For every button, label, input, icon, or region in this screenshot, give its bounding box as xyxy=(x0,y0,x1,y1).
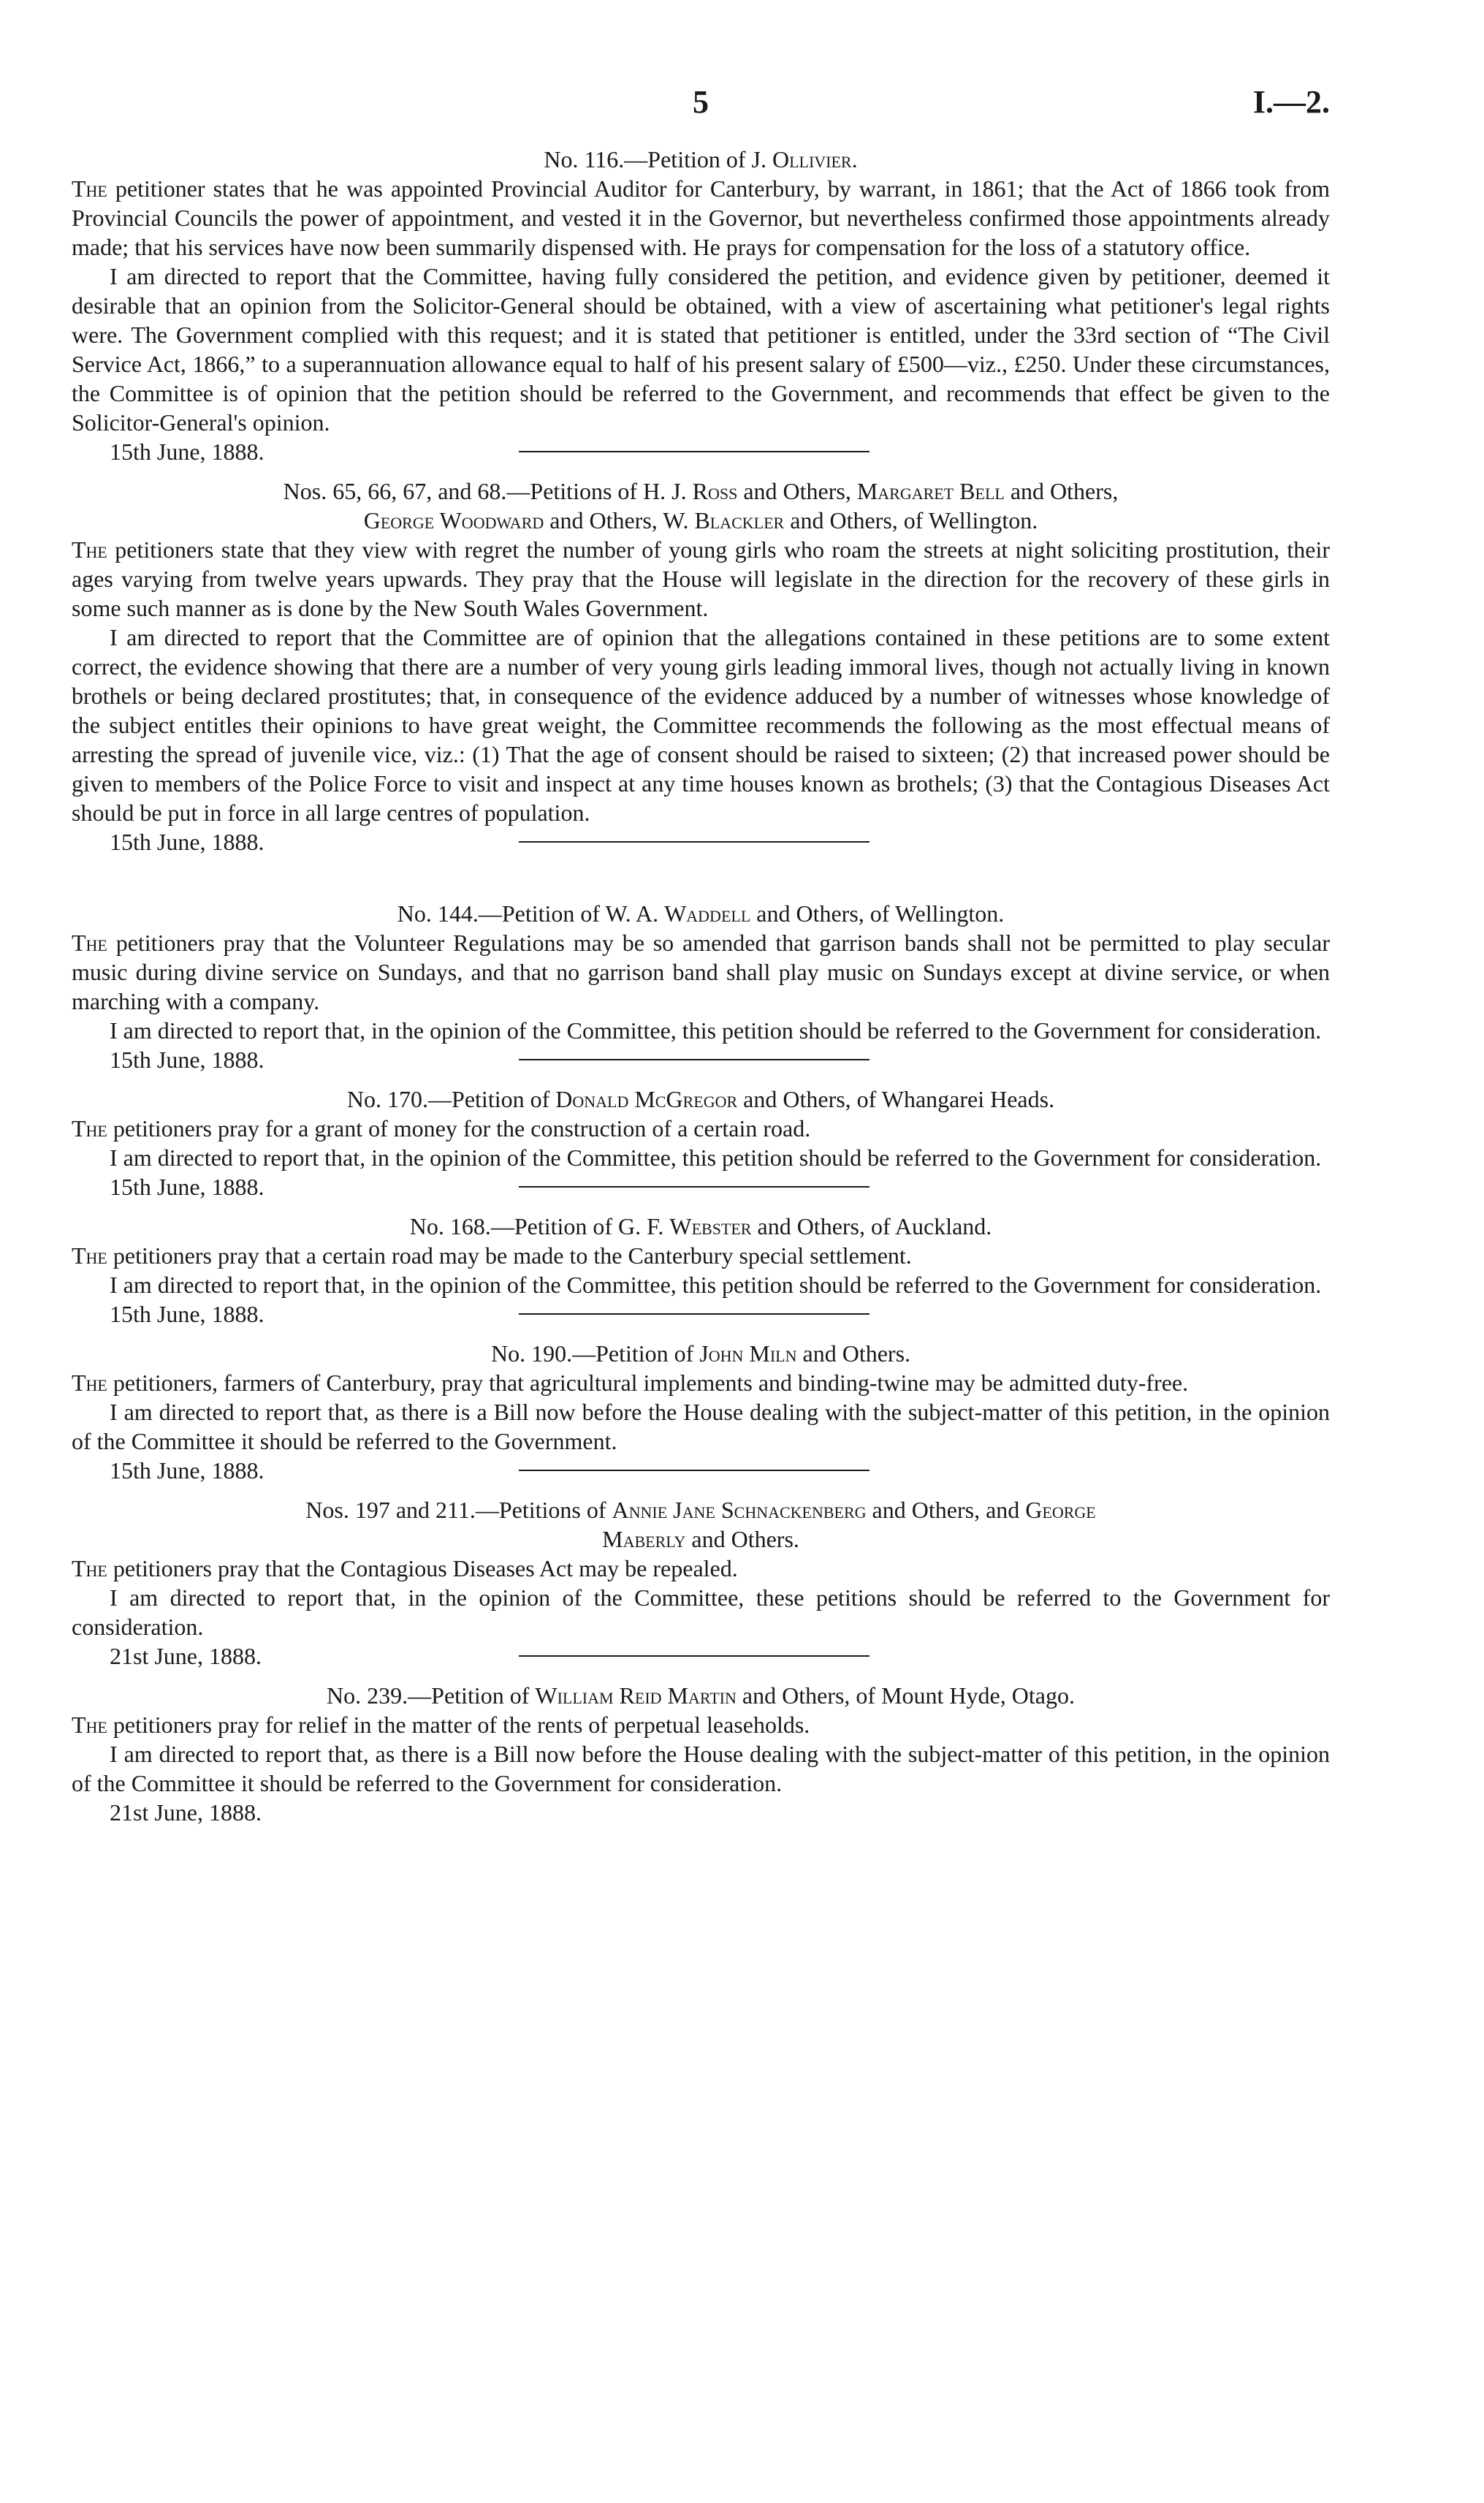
lead-word: The xyxy=(72,536,107,563)
petitioner-name: Webster xyxy=(669,1213,752,1239)
report-date: 15th June, 1888. xyxy=(110,1301,265,1327)
lead-word: The xyxy=(72,1712,107,1738)
section-heading xyxy=(115,899,1286,928)
petition-summary xyxy=(72,928,1330,1016)
report-date-line xyxy=(72,1045,1330,1074)
committee-report: I am directed to report that the Committee are of opinion that the allegations contained in these petitions are to some extent correct, the evidence showing that there are a number of very young girls leading immoral lives, though not actually living in known brothels or being declared prostitutes; that, in consequence of the evidence adduced by a number of witnesses whose knowledge of the subject entitles their opinions to have great weight, the Committee recommends the following as the most effectual means of arresting the spread of juvenile vice, viz.: (1) That the age of consent should be raised to sixteen; (2) that increased power should be given to members of the Police Force to visit and inspect at any time houses known as brothels; (3) that the Contagious Diseases Act should be put in force in all large centres of population. xyxy=(72,624,1330,826)
divider-rule xyxy=(519,1313,870,1315)
heading-text: No. 170.—Petition of xyxy=(346,1086,556,1112)
petitioner-name: William Reid Martin xyxy=(535,1682,737,1709)
divider-rule xyxy=(519,1655,870,1657)
petition-65-68 xyxy=(72,476,1330,857)
heading-text: and Others, of Auckland. xyxy=(751,1213,992,1239)
petition-170 xyxy=(72,1085,1330,1201)
committee-report: I am directed to report that, in the opinion of the Committee, this petition should be referred to the Government for consideration. xyxy=(110,1017,1322,1044)
petitioner-name: Blackler xyxy=(694,507,785,533)
report-date-line xyxy=(72,827,1330,857)
committee-report: I am directed to report that, as there is a Bill now before the House dealing with the subject-matter of this petition, in the opinion of the Committee it should be referred to the Government for consideration. xyxy=(72,1741,1330,1796)
heading-text: and Others, of Wellington. xyxy=(784,507,1038,533)
committee-report: I am directed to report that, in the opinion of the Committee, this petition should be referred to the Government for consideration. xyxy=(110,1144,1322,1171)
lead-word: The xyxy=(72,1370,107,1396)
heading-text: Nos. 197 and 211.—Petitions of xyxy=(305,1497,612,1523)
petitioner-name: Ollivier xyxy=(772,146,852,172)
heading-text: and Others. xyxy=(796,1340,911,1367)
section-heading xyxy=(115,1085,1286,1114)
committee-report: I am directed to report that, in the opinion of the Committee, this petition should be referred to the Government for consideration. xyxy=(110,1272,1322,1298)
report-date: 15th June, 1888. xyxy=(110,829,265,855)
petition-summary xyxy=(72,1368,1330,1397)
heading-text: . xyxy=(851,146,858,172)
document-page xyxy=(72,84,1330,1837)
petitioner-name: George Woodward xyxy=(363,507,544,533)
petition-summary xyxy=(72,1114,1330,1143)
page-number: 5 xyxy=(693,84,709,120)
committee-report: I am directed to report that the Committee, having fully considered the petition, and evidence given by petitioner, deemed it desirable that an opinion from the Solicitor-General should be obtained, with a view of ascertaining what petitioner's legal rights were. The Government complied with this request; and it is stated that petitioner is entitled, under the 33rd section of “The Civil Service Act, 1866,” to a superannuation allowance equal to half of his present salary of £500—viz., £250. Under these circumstances, the Committee is of opinion that the petition should be referred to the Government, and recommends that effect be given to the Solicitor-General's opinion. xyxy=(72,263,1330,436)
petition-197-211 xyxy=(72,1495,1330,1671)
divider-rule xyxy=(519,1186,870,1188)
lead-word: The xyxy=(72,1555,107,1581)
section-heading xyxy=(115,1681,1286,1710)
report-date: 15th June, 1888. xyxy=(110,1457,265,1484)
heading-text: No. 168.—Petition of G. F. xyxy=(409,1213,670,1239)
petition-summary xyxy=(72,1710,1330,1739)
petitioner-name: Waddell xyxy=(664,900,751,927)
heading-text: No. 190.—Petition of xyxy=(490,1340,700,1367)
petitioner-name: George xyxy=(1025,1497,1096,1523)
paragraph-text: petitioners pray that the Volunteer Regulations may be so amended that garrison bands shall not be permitted to play secular music during divine service on Sundays, and that no garrison band shall play music on Sundays except at divine service, or when marching with a company. xyxy=(72,930,1330,1014)
divider-rule xyxy=(519,451,870,452)
paragraph-text: petitioners pray for relief in the matter of the rents of perpetual leaseholds. xyxy=(107,1712,810,1738)
heading-text: and Others, of Mount Hyde, Otago. xyxy=(736,1682,1075,1709)
heading-text: and Others, W. xyxy=(544,507,695,533)
report-date-line xyxy=(72,1641,1330,1671)
petitioner-name: Annie Jane Schnackenberg xyxy=(612,1497,867,1523)
petitioner-name: Ross xyxy=(692,478,738,504)
report-date: 15th June, 1888. xyxy=(110,1047,265,1073)
heading-text: No. 239.—Petition of xyxy=(327,1682,536,1709)
petition-144 xyxy=(72,899,1330,1074)
paragraph-text: petitioners state that they view with regret the number of young girls who roam the streets at night soliciting prostitution, their ages varying from twelve years upwards. They pray that the House will legislate in the direction for the recovery of these girls in some such manner as is done by the New South Wales Government. xyxy=(72,536,1330,621)
petitioner-name: Margaret Bell xyxy=(856,478,1005,504)
report-date-line xyxy=(72,437,1330,466)
lead-word: The xyxy=(72,1115,107,1142)
report-date: 15th June, 1888. xyxy=(110,1174,265,1200)
heading-text: and Others, xyxy=(1004,478,1119,504)
petition-168 xyxy=(72,1212,1330,1329)
heading-text: and Others, of Whangarei Heads. xyxy=(737,1086,1055,1112)
petition-summary xyxy=(72,1241,1330,1270)
report-date-line xyxy=(72,1299,1330,1329)
petition-summary xyxy=(72,1554,1330,1583)
heading-text: and Others, of Wellington. xyxy=(750,900,1005,927)
paragraph-text: petitioners pray that a certain road may be made to the Canterbury special settlement. xyxy=(107,1242,912,1269)
paragraph-text: petitioners, farmers of Canterbury, pray that agricultural implements and binding-twine may be admitted duty-free. xyxy=(107,1370,1189,1396)
lead-word: The xyxy=(72,930,107,956)
section-heading xyxy=(115,145,1286,174)
petitioner-name: John Miln xyxy=(699,1340,797,1367)
report-date-line xyxy=(72,1456,1330,1485)
petition-summary xyxy=(72,174,1330,262)
divider-rule xyxy=(519,1470,870,1471)
report-date: 21st June, 1888. xyxy=(110,1643,262,1669)
petition-116 xyxy=(72,145,1330,466)
petition-summary xyxy=(72,535,1330,623)
heading-text: and Others, xyxy=(737,478,857,504)
section-heading xyxy=(115,476,1286,535)
report-date: 15th June, 1888. xyxy=(110,438,265,465)
lead-word: The xyxy=(72,1242,107,1269)
heading-text: No. 144.—Petition of W. A. xyxy=(397,900,665,927)
series-number: I.—2. xyxy=(1252,84,1330,120)
committee-report: I am directed to report that, as there is a Bill now before the House dealing with the subject-matter of this petition, in the opinion of the Committee it should be referred to the Government. xyxy=(72,1399,1330,1454)
paragraph-text: petitioner states that he was appointed Provincial Auditor for Canterbury, by warrant, in 1861; that the Act of 1866 took from Provincial Councils the power of appointment, and vested it in the Governor, but nevertheless confirmed those appointments already made; that his services have now been summarily dispensed with. He prays for compensation for the loss of a statutory office. xyxy=(72,175,1330,260)
report-date: 21st June, 1888. xyxy=(110,1799,262,1826)
lead-word: The xyxy=(72,175,107,202)
committee-report: I am directed to report that, in the opinion of the Committee, these petitions should be referred to the Government for consideration. xyxy=(72,1584,1330,1640)
section-heading xyxy=(115,1495,1286,1554)
petition-190 xyxy=(72,1339,1330,1485)
heading-text: and Others. xyxy=(685,1526,799,1552)
petitioner-name: Donald McGregor xyxy=(555,1086,738,1112)
paragraph-text: petitioners pray for a grant of money for the construction of a certain road. xyxy=(107,1115,811,1142)
page-header xyxy=(72,84,1330,134)
heading-text: and Others, and xyxy=(866,1497,1026,1523)
divider-rule xyxy=(519,1059,870,1060)
heading-text: No. 116.—Petition of J. xyxy=(544,146,772,172)
report-date-line xyxy=(72,1172,1330,1201)
divider-rule xyxy=(519,841,870,843)
petitioner-name: Maberly xyxy=(602,1526,686,1552)
report-date-line xyxy=(72,1798,1330,1827)
paragraph-text: petitioners pray that the Contagious Diseases Act may be repealed. xyxy=(107,1555,738,1581)
section-heading xyxy=(115,1212,1286,1241)
petition-239 xyxy=(72,1681,1330,1827)
heading-text: Nos. 65, 66, 67, and 68.—Petitions of H. J. xyxy=(283,478,693,504)
section-heading xyxy=(115,1339,1286,1368)
